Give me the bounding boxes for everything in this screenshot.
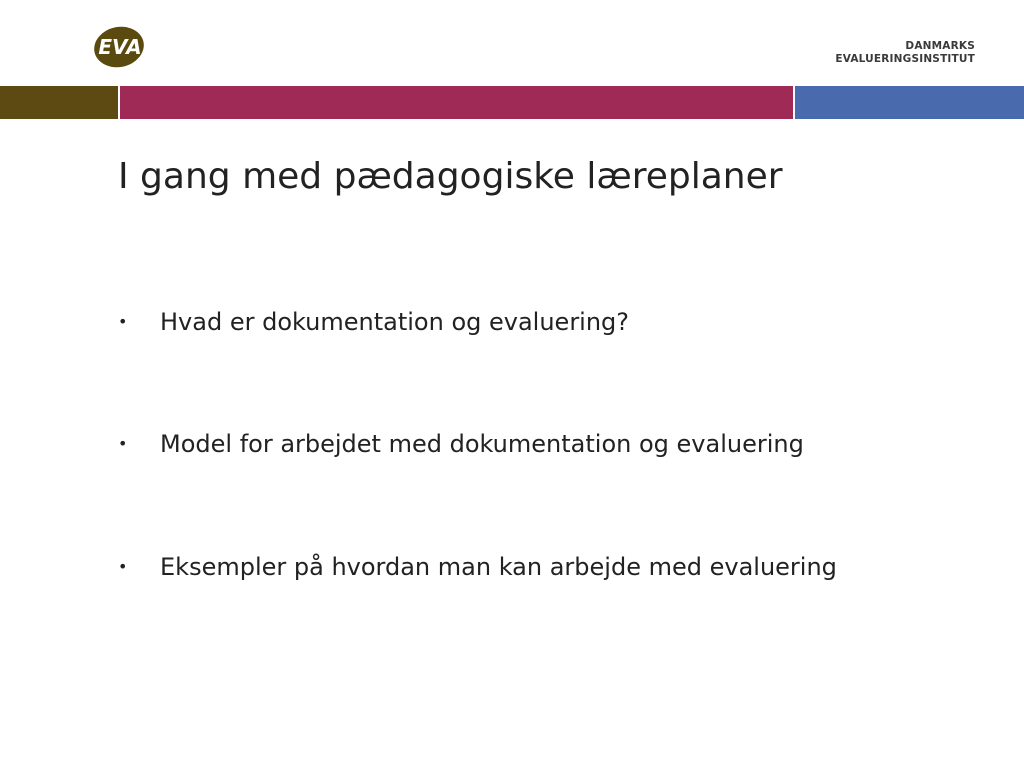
bullet-marker: •: [118, 312, 128, 331]
bullet-text: Hvad er dokumentation og evaluering?: [160, 308, 630, 336]
bullet-item: [118, 427, 938, 461]
slide-title: I gang med pædagogiske læreplaner: [118, 156, 783, 197]
decorative-color-bar: [0, 86, 1024, 119]
bullet-text: Eksempler på hvordan man kan arbejde med evaluering: [160, 553, 837, 581]
bullet-item: [118, 550, 938, 584]
bullet-item: [118, 305, 938, 339]
bullet-text: Model for arbejdet med dokumentation og evaluering: [160, 430, 804, 458]
eva-logo: [93, 26, 149, 68]
color-bar-blue: [795, 86, 1024, 119]
org-name-line1: DANMARKS: [905, 40, 975, 52]
organization-name: [835, 40, 975, 66]
color-bar-crimson: [120, 86, 793, 119]
color-bar-olive: [0, 86, 118, 119]
bullet-marker: •: [118, 557, 128, 576]
bullet-marker: •: [118, 434, 128, 453]
org-name-line2: EVALUERINGSINSTITUT: [835, 53, 975, 65]
logo-text: EVA: [98, 35, 142, 59]
